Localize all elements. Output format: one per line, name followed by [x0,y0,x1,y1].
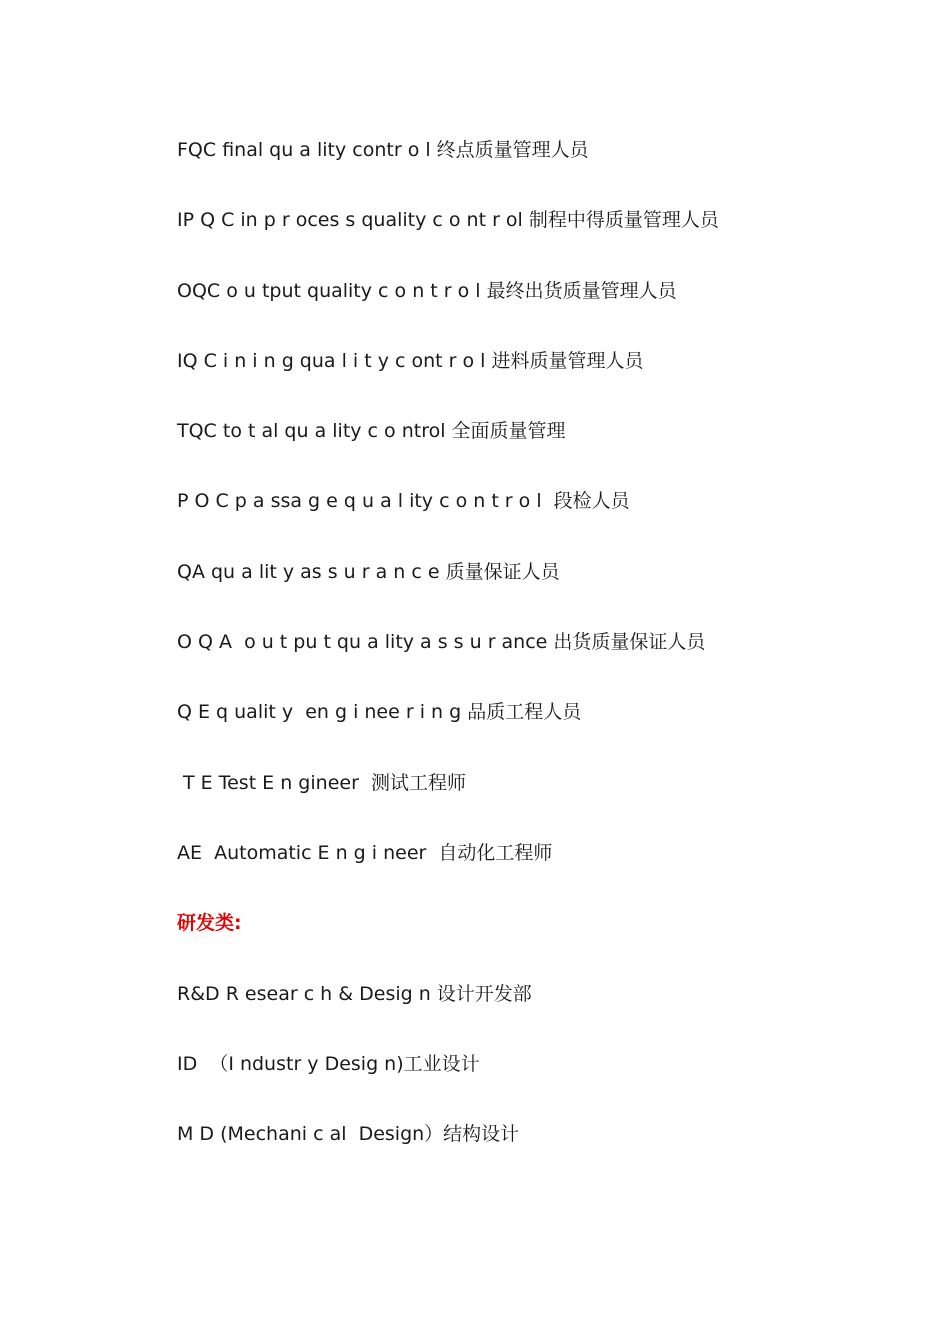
line-id: ID （I ndustr y Desig n)工业设计 [177,1052,480,1075]
line-qa: QA qu a lit y as s u r a n c e 质量保证人员 [177,560,560,583]
line-qe: Q E q ualit y en g i nee r i n g 品质工程人员 [177,701,582,724]
line-oqa: O Q A o u t pu t qu a lity a s s u r ance 出货质量保证人员 [177,631,706,654]
line-oqc: OQC o u tput quality c o n t r o l 最终出货质量管理人员 [177,279,677,302]
line-poc: P O C p a ssa g e q u a l ity c o n t r o l 段检人员 [177,490,630,513]
line-ipqc: IP Q C in p r oces s quality c o nt r ol 制程中得质量管理人员 [177,209,719,232]
line-rd: R&D R esear c h & Desig n 设计开发部 [177,982,532,1005]
line-iqc: IQ C i n i n g qua l i t y c ont r o l 进料质量管理人员 [177,349,644,372]
document-body [177,132,877,1186]
line-tqc: TQC to t al qu a lity c o ntrol 全面质量管理 [177,420,566,443]
line-te: T E Test E n gineer 测试工程师 [177,771,466,794]
line-ae: AE Automatic E n g i neer 自动化工程师 [177,841,553,864]
section-heading-rd: 研发类: [177,912,242,935]
line-md: M D (Mechani c al Design）结构设计 [177,1123,520,1146]
line-fqc: FQC final qu a lity contr o l 终点质量管理人员 [177,139,589,161]
